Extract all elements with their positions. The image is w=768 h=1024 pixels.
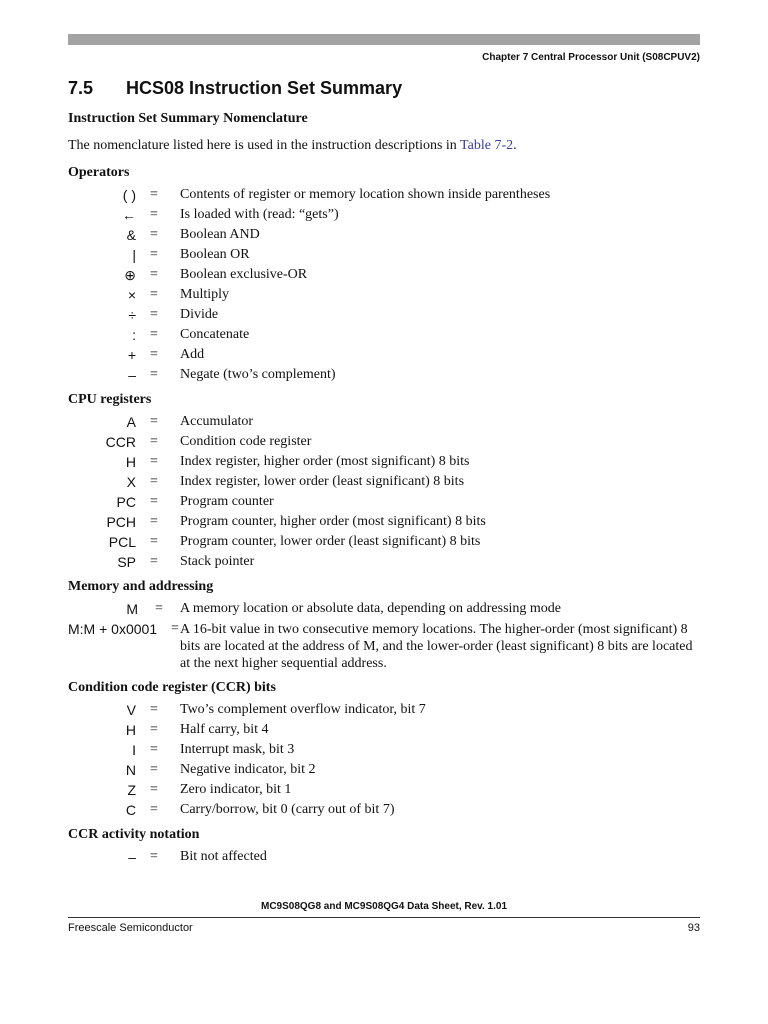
list-item: V = Two’s complement overflow indicator, bit 7: [68, 700, 700, 720]
symbol: PCL: [108, 534, 136, 550]
list-item: × = Multiply: [68, 285, 700, 305]
operators-heading: Operators: [68, 165, 130, 180]
symbol: H: [125, 454, 136, 470]
list-item: M = A memory location or absolute data, depending on addressing mode: [68, 599, 700, 619]
ccr-activity-list: [68, 847, 700, 867]
memory-list: [68, 599, 700, 672]
list-item: Z = Zero indicator, bit 1: [68, 780, 700, 800]
list-item: M:M + 0x0001 = A 16-bit value in two consecutive memory locations. The higher-order (most significant) 8 bits are located at the address of M, and the lower-order (least significant) 8 bits are located at the next higher sequential address.: [68, 619, 700, 672]
definition: A memory location or absolute data, depending on addressing mode: [180, 601, 562, 616]
definition: Stack pointer: [180, 554, 255, 569]
symbol: &: [126, 227, 136, 243]
definition: Boolean exclusive-OR: [180, 267, 308, 282]
footer-doc-title: MC9S08QG8 and MC9S08QG4 Data Sheet, Rev. 1.01: [260, 901, 508, 912]
symbol: PCH: [106, 514, 136, 530]
list-item: PCL = Program counter, lower order (least significant) 8 bits: [68, 532, 700, 552]
definition: Index register, lower order (least significant) 8 bits: [180, 474, 465, 489]
intro-text: The nomenclature listed here is used in the instruction descriptions in: [68, 138, 461, 153]
list-item: – = Bit not affected: [68, 847, 700, 867]
definition: A 16-bit value in two consecutive memory locations. The higher-order (most significant) 8 bits are located at the address of M, and the lower-order (least significant) 8 bits are located at the next higher sequential address.: [180, 622, 693, 671]
definition: Multiply: [180, 287, 230, 302]
definition: Carry/borrow, bit 0 (carry out of bit 7): [180, 802, 395, 817]
list-item: | = Boolean OR: [68, 245, 700, 265]
symbol: I: [132, 742, 136, 758]
list-item: ⊕ = Boolean exclusive-OR: [68, 265, 700, 285]
symbol: ÷: [128, 307, 136, 323]
cpu-registers-heading: CPU registers: [68, 392, 152, 407]
symbol: :: [132, 327, 136, 343]
definition: Program counter, higher order (most significant) 8 bits: [180, 514, 486, 529]
list-item: X = Index register, lower order (least significant) 8 bits: [68, 472, 700, 492]
symbol: |: [132, 247, 136, 263]
section-title-text: HCS08 Instruction Set Summary: [126, 78, 403, 98]
chapter-header: Chapter 7 Central Processor Unit (S08CPUV2): [482, 52, 700, 63]
definition: Two’s complement overflow indicator, bit 7: [180, 702, 426, 717]
list-item: PCH = Program counter, higher order (most significant) 8 bits: [68, 512, 700, 532]
list-item: – = Negate (two’s complement): [68, 365, 700, 385]
list-item: A = Accumulator: [68, 412, 700, 432]
definition: Negative indicator, bit 2: [180, 762, 316, 777]
list-item: H = Index register, higher order (most significant) 8 bits: [68, 452, 700, 472]
definition: Condition code register: [180, 434, 312, 449]
symbol: ⊕: [124, 267, 136, 283]
symbol: V: [126, 702, 136, 718]
list-item: I = Interrupt mask, bit 3: [68, 740, 700, 760]
footer-divider: [68, 917, 700, 918]
list-item: ( ) = Contents of register or memory location shown inside parentheses: [68, 185, 700, 205]
list-item: PC = Program counter: [68, 492, 700, 512]
list-item: ← = Is loaded with (read: “gets”): [68, 205, 700, 225]
symbol: ( ): [122, 187, 136, 203]
table-link[interactable]: Table 7-2: [460, 138, 514, 153]
definition: Interrupt mask, bit 3: [180, 742, 295, 757]
symbol: M:M + 0x0001: [68, 621, 158, 637]
intro-end: .: [513, 138, 517, 153]
list-item: C = Carry/borrow, bit 0 (carry out of bit 7): [68, 800, 700, 820]
list-item: CCR = Condition code register: [68, 432, 700, 452]
section-number: 7.5: [68, 78, 94, 98]
symbol: C: [125, 802, 136, 818]
symbol: ←: [122, 207, 136, 223]
definition: Is loaded with (read: “gets”): [180, 207, 339, 222]
symbol: Z: [127, 782, 136, 798]
definition: Boolean AND: [180, 227, 260, 242]
definition: Contents of register or memory location shown inside parentheses: [180, 187, 551, 202]
ccr-activity-heading: CCR activity notation: [68, 827, 200, 842]
cpu-registers-list: [68, 412, 700, 572]
list-item: ÷ = Divide: [68, 305, 700, 325]
list-item: & = Boolean AND: [68, 225, 700, 245]
symbol: PC: [116, 494, 136, 510]
ccr-bits-list: [68, 700, 700, 820]
nomenclature-heading: Instruction Set Summary Nomenclature: [68, 111, 308, 126]
definition: Accumulator: [180, 414, 254, 429]
symbol: +: [127, 347, 136, 363]
definition: Add: [180, 347, 205, 362]
symbol: A: [126, 414, 136, 430]
definition: Program counter: [180, 494, 274, 509]
definition: Concatenate: [180, 327, 250, 342]
symbol: N: [125, 762, 136, 778]
operators-list: [68, 185, 700, 385]
footer-page-number: 93: [687, 922, 700, 934]
definition: Zero indicator, bit 1: [180, 782, 292, 797]
list-item: : = Concatenate: [68, 325, 700, 345]
symbol: CCR: [105, 434, 136, 450]
symbol: H: [125, 722, 136, 738]
definition: Boolean OR: [180, 247, 250, 262]
section-title: [68, 78, 402, 99]
definition: Program counter, lower order (least significant) 8 bits: [180, 534, 481, 549]
definition: Index register, higher order (most significant) 8 bits: [180, 454, 470, 469]
symbol: M: [126, 601, 138, 617]
ccr-bits-heading: Condition code register (CCR) bits: [68, 680, 276, 695]
header-bar: [68, 34, 700, 45]
list-item: SP = Stack pointer: [68, 552, 700, 572]
symbol: ×: [127, 287, 136, 303]
symbol: –: [128, 367, 136, 383]
definition: Half carry, bit 4: [180, 722, 269, 737]
list-item: + = Add: [68, 345, 700, 365]
symbol: SP: [117, 554, 136, 570]
footer-company: Freescale Semiconductor: [68, 922, 193, 934]
definition: Divide: [180, 307, 219, 322]
memory-heading: Memory and addressing: [68, 579, 214, 594]
list-item: N = Negative indicator, bit 2: [68, 760, 700, 780]
list-item: H = Half carry, bit 4: [68, 720, 700, 740]
definition: Bit not affected: [180, 849, 267, 864]
page-content: [68, 110, 700, 867]
symbol: X: [126, 474, 136, 490]
nomenclature-intro: [68, 137, 700, 155]
symbol: –: [128, 849, 136, 865]
definition: Negate (two’s complement): [180, 367, 336, 382]
